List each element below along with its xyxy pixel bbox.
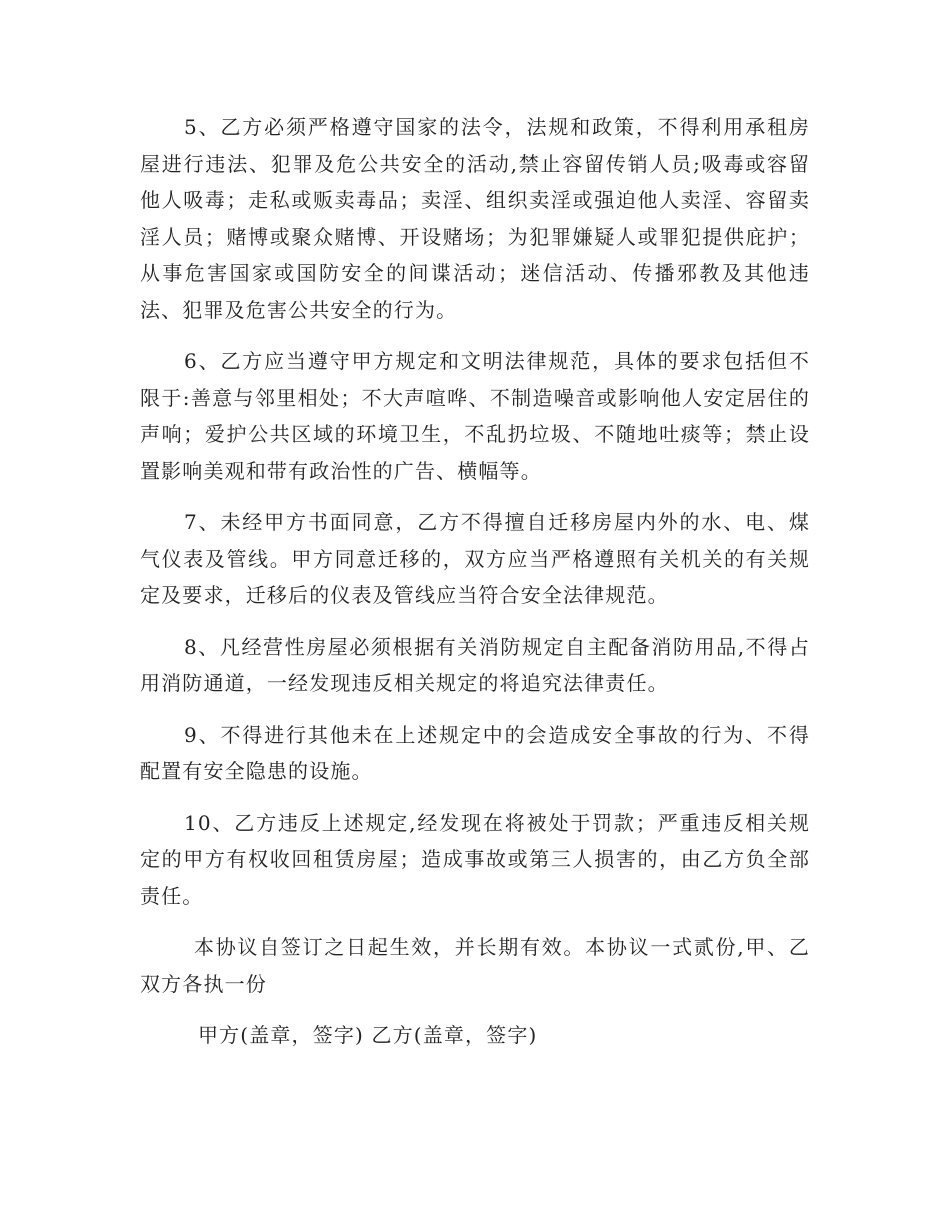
document-body — [140, 109, 810, 1054]
clause-9: 9、不得进行其他未在上述规定中的会造成安全事故的行为、不得配置有安全隐患的设施。 — [140, 722, 810, 783]
clause-7: 7、未经甲方书面同意，乙方不得擅自迁移房屋内外的水、电、煤气仪表及管线。甲方同意迁移的，双方应当严格遵照有关机关的有关规定及要求，迁移后的仪表及管线应当符合安全法律规范。 — [140, 510, 810, 607]
clause-8: 8、凡经营性房屋必须根据有关消防规定自主配备消防用品,不得占用消防通道，一经发现违反相关规定的将追究法律责任。 — [140, 634, 810, 695]
effectiveness-statement: 本协议自签订之日起生效，并长期有效。本协议一式贰份,甲、乙双方各执一份 — [140, 935, 810, 996]
clause-10: 10、乙方违反上述规定,经发现在将被处于罚款；严重违反相关规定的甲方有权收回租赁房屋；造成事故或第三人损害的，由乙方负全部责任。 — [140, 810, 810, 908]
signature-line: 甲方(盖章，签字) 乙方(盖章，签字) — [198, 1023, 538, 1047]
clause-6: 6、乙方应当遵守甲方规定和文明法律规范，具体的要求包括但不限于:善意与邻里相处；不大声喧哗、不制造噪音或影响他人安定居住的声响；爱护公共区域的环境卫生，不乱扔垃圾、不随地吐痰等；禁止设置影响美观和带有政治性的广告、横幅等。 — [140, 349, 810, 483]
clause-5: 5、乙方必须严格遵守国家的法令，法规和政策，不得利用承租房屋进行违法、犯罪及危公共安全的活动,禁止容留传销人员;吸毒或容留他人吸毒；走私或贩卖毒品；卖淫、组织卖淫或强迫他人卖淫、容留卖淫人员；赌博或聚众赌博、开设赌场；为犯罪嫌疑人或罪犯提供庇护；从事危害国家或国防安全的间谍活动；迷信活动、传播邪教及其他违法、犯罪及危害公共安全的行为。 — [140, 115, 810, 322]
